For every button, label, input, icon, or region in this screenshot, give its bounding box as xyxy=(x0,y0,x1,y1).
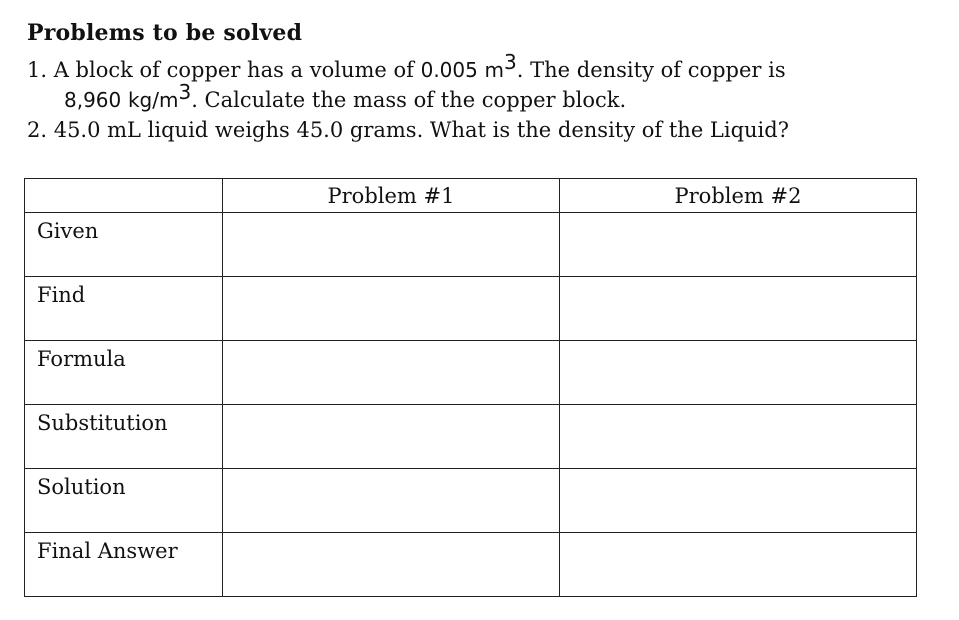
answer-cell-problem-1[interactable] xyxy=(223,277,560,341)
answer-cell-problem-2[interactable] xyxy=(560,277,917,341)
table-row xyxy=(25,533,917,597)
header-blank xyxy=(25,179,223,213)
table-row xyxy=(25,213,917,277)
row-label-cell xyxy=(25,277,223,341)
row-label: Given xyxy=(37,219,99,243)
density-exponent: 3 xyxy=(178,80,192,104)
row-label-cell xyxy=(25,341,223,405)
row-label-cell xyxy=(25,213,223,277)
row-label: Substitution xyxy=(37,411,168,435)
problem-1-line-2 xyxy=(64,80,627,115)
table-row xyxy=(25,341,917,405)
answer-cell-problem-2[interactable] xyxy=(560,469,917,533)
answer-cell-problem-1[interactable] xyxy=(223,405,560,469)
volume-unit: m xyxy=(484,58,505,82)
volume-exponent: 3 xyxy=(504,50,517,74)
volume-value: 0.005 xyxy=(420,58,478,82)
density-unit: kg/m xyxy=(127,88,179,112)
page-heading: Problems to be solved xyxy=(27,20,303,46)
problem-1-line-1 xyxy=(27,50,786,85)
row-label-cell xyxy=(25,469,223,533)
problem-1-prefix: 1. A block of copper has a volume of xyxy=(27,58,421,82)
row-label-cell xyxy=(25,405,223,469)
answer-cell-problem-1[interactable] xyxy=(223,341,560,405)
problem-1-suffix: . The density of copper is xyxy=(516,58,786,82)
answer-cell-problem-2[interactable] xyxy=(560,405,917,469)
answer-cell-problem-1[interactable] xyxy=(223,533,560,597)
problem-2: 2. 45.0 mL liquid weighs 45.0 grams. What is the density of the Liquid? xyxy=(27,118,789,142)
answer-cell-problem-2[interactable] xyxy=(560,341,917,405)
row-label-cell xyxy=(25,533,223,597)
table-row xyxy=(25,277,917,341)
header-problem-1: Problem #1 xyxy=(223,179,560,213)
row-label: Solution xyxy=(37,475,126,499)
answer-cell-problem-2[interactable] xyxy=(560,213,917,277)
row-label: Final Answer xyxy=(37,539,178,563)
header-problem-2: Problem #2 xyxy=(560,179,917,213)
table-row xyxy=(25,405,917,469)
problem-1-line-2-suffix: . Calculate the mass of the copper block. xyxy=(191,88,627,112)
row-label: Formula xyxy=(37,347,126,371)
answer-cell-problem-2[interactable] xyxy=(560,533,917,597)
table-row xyxy=(25,469,917,533)
table-header-row xyxy=(25,179,917,213)
answer-cell-problem-1[interactable] xyxy=(223,213,560,277)
density-value: 8,960 xyxy=(64,88,122,112)
worksheet-table xyxy=(24,178,917,597)
row-label: Find xyxy=(37,283,86,307)
answer-cell-problem-1[interactable] xyxy=(223,469,560,533)
